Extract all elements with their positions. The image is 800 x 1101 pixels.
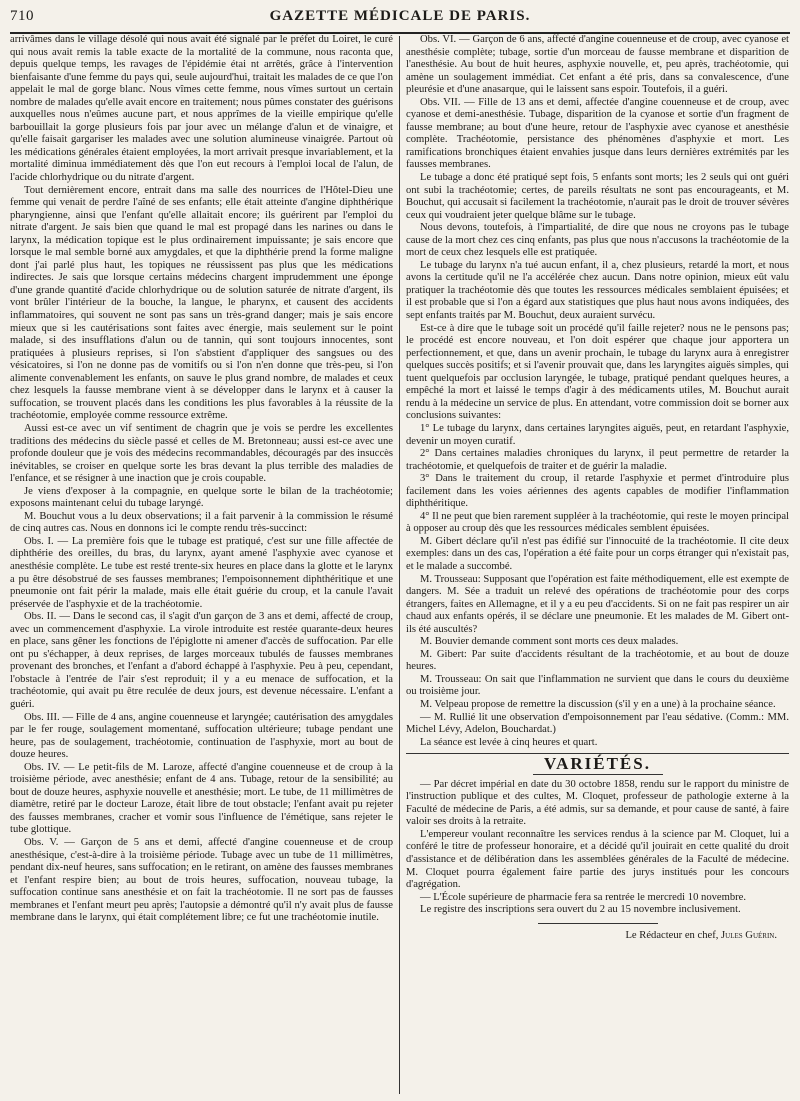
discussion-paragraph: M. Gibert: Par suite d'accidents résultant de la trachéotomie, et au bout de douze heures. — [406, 648, 789, 673]
varietes-paragraph: — Par décret impérial en date du 30 octobre 1858, rendu sur le rapport du ministre de l'instruction publique et des cultes, M. Cloquet, professeur de pathologie externe à la Faculté de médecine de Paris, a été admis, sur sa demande, et pour cause de santé, à faire valoir ses droits à la retraite. — [406, 778, 789, 828]
paragraph: Aussi est-ce avec un vif sentiment de chagrin que je vois se perdre les excellentes traditions des médecins du siècle passé et celles de M. Bretonneau; aussi est-ce avec une profonde douleur que je vois des médecins recommandables, découragés par des insuccès inévitables, se croiser en quelque sorte les bras devant la plus terrible des maladies de l'enfance, et se résigner à une inaction que je crois coupable. — [10, 422, 393, 485]
varietes-paragraph: — L'École supérieure de pharmacie fera sa rentrée le mercredi 10 novembre. — [420, 891, 747, 903]
paragraph: Je viens d'exposer à la compagnie, en quelque sorte le bilan de la trachéotomie; exposons maintenant celui du tubage laryngé. — [10, 485, 393, 510]
observation-4: Obs. IV. — Le petit-fils de M. Laroze, affecté d'angine couenneuse et de croup à la troisième période, avec anesthésie; enfant de 4 ans. Tubage, retour de la sensibilité; au bout de douze heures, asphyxie nouvelle et anesthésie; mort. Le tube, de 11 millimètres de diamètre, retiré par le docteur Laroze, était libre de tout obstacle; l'enfant avait pu rejeter des fausses membranes, cracher et vomir sous l'influence de l'émétique, sans rejeter le tube glottique. — [10, 761, 393, 836]
paragraph: Le tubage du larynx n'a tué aucun enfant, il a, chez plusieurs, retardé la mort, et nous avons la certitude qu'il ne l'a accélérée chez aucun. Dans notre opinion, mieux eût valu pratiquer la trachéotomie dès que toutes les ressources médicales semblaient épuisées; et il est probable que si l'on a égard aux statistiques que plus haut nous avons indiquées, des sept enfants traités par M. Bouchut, deux auraient survécu. — [406, 259, 789, 322]
observation-7: Obs. VII. — Fille de 13 ans et demi, affectée d'angine couenneuse et de croup, avec cyanose et demi-anesthésie. Tubage, disparition de la cyanose et sortie d'un fragment de fausse membrane; au bout d'une heure, retour de l'asphyxie avec cyanose et anesthésie complète. Trachéotomie, persistance des phénomènes d'asphyxie et mort. Les ramifications bronchiques étaient envahies jusque dans leurs dernières extrémités par les fausses membranes. — [406, 96, 789, 171]
conclusion-item: 4° Il ne peut que bien rarement suppléer à la trachéotomie, qui reste le moyen principal à opposer au croup dès que les ressources médicales semblent épuisées. — [406, 510, 789, 535]
page-header — [10, 8, 790, 30]
paragraph: Est-ce à dire que le tubage soit un procédé qu'il faille rejeter? nous ne le pensons pas; le procédé est encore nouveau, et l'on doit espérer que chaque jour apportera un perfectionnement, et que, dans un avenir prochain, le tubage du larynx aura à enregistrer quelques succès positifs; et si l'avenir prouvait que, dans les laryngites aiguës simples, qui tuent quelquefois par occlusion laryngée, le tubage, pratiqué pendant quelques heures, a empêché la mort et laissé le temps d'agir à des médicaments utiles, M. Bouchut aurait rendu à la médecine un service de plus. En attendant, votre commission doit se borner aux conclusions suivantes: — [406, 322, 789, 422]
page-number: 710 — [10, 8, 34, 24]
observation-3: Obs. III. — Fille de 4 ans, angine couenneuse et laryngée; cautérisation des amygdales par le fer rouge, soulagement momentané, suffocation ultérieure; tubage pendant une heure, pas de soulagement, trachéotomie, continuation de l'asphyxie, mort au bout de douze heures. — [10, 711, 393, 761]
editor-signature — [406, 930, 789, 943]
discussion-paragraph: M. Gibert déclare qu'il n'est pas édifié sur l'innocuité de la trachéotomie. Il cite deux exemples: dans un des cas, l'opération a été faite pour un corps étranger qui n'existait pas, et le malade a succombé. — [406, 535, 789, 572]
discussion-paragraph: M. Trousseau: Supposant que l'opération est faite méthodiquement, elle est exempte de dangers. M. Sée a traduit un relevé des opérations de trachéotomie pour des corps étrangers, faites en Allemagne, et il y a eu peu d'accidents. Si on ne fait pas respirer un air chaud aux enfants opérés, il se déclare une pneumonie. Et les malades de M. Gibert ont-ils été auscultés? — [406, 573, 789, 635]
session-close: La séance est levée à cinq heures et quart. — [420, 736, 598, 748]
conclusion-item: 2° Dans certaines maladies chroniques du larynx, il peut permettre de retarder la trachéotomie, et quelquefois de traiter et de guérir la maladie. — [406, 448, 789, 472]
varietes-paragraph: L'empereur voulant reconnaître les services rendus à la science par M. Cloquet, lui a conféré le titre de professeur honoraire, et a décidé qu'il jouirait en cette qualité du droit d'assistance et de délibération dans les assemblées générales de la Faculté de médecine. M. Cloquet pourra également faire partie des jurys institués pour les concours d'agrégation. — [406, 828, 789, 891]
heading-rule — [533, 774, 663, 775]
observation-5: Obs. V. — Garçon de 5 ans et demi, affecté d'angine couenneuse et de croup anesthésique, c'est-à-dire à la troisième période. Tubage avec un tube de 11 millimètres, pendant dix-neuf heures, sans suffocation; en le retirant, on amène des fausses membranes et l'enfant respire bien; au bout de trois heures, suffocation, nouveau tubage, la suffocation continue sans anesthésie et on fait la trachéotomie. Il ne sort pas de fausses membranes et l'enfant meurt peu après; l'autopsie a démontré qu'il n'y avait plus de fausse membrane dans le larynx, qui était complétement libre; ce fut une trachéotomie inutile. — [10, 837, 393, 924]
two-column-body — [10, 34, 790, 1094]
paragraph: Le tubage a donc été pratiqué sept fois, 5 enfants sont morts; les 2 seuls qui ont guéri ont subi la trachéotomie; certes, de pareils résultats ne sont pas encourageants, et M. Bouchut, qui accusait si facilement la trachéotomie, n'aurait pas le droit de trouver sévères ceux qui voudraient jeter quelque blâme sur le tubage. — [406, 172, 789, 221]
observation-1: Obs. I. — La première fois que le tubage est pratiqué, c'est sur une fille affectée de diphthérie des oreilles, du bras, du larynx, ayant amené l'asphyxie avec cyanose et anesthésie complète. Le tube est resté trente-six heures en place dans la glotte et le larynx a pu être désobstrué de ses fausses membranes; l'empoisonnement diphthéritique et une pneumonie ont fait périr la malade, mais elle était guérie du croup, et la canule l'avait préservée de l'asphyxie et de la trachéotomie. — [10, 535, 393, 610]
varietes-paragraph: Le registre des inscriptions sera ouvert du 2 au 15 novembre inclusivement. — [420, 904, 741, 916]
discussion-paragraph: M. Trousseau: On sait que l'inflammation ne survient que dans le cours du deuxième ou troisième jour. — [406, 673, 789, 698]
journal-title: GAZETTE MÉDICALE DE PARIS. — [269, 8, 531, 24]
discussion-paragraph: — M. Rullié lit une observation d'empoisonnement par l'eau sédative. (Comm.: MM. Michel Lévy, Adelon, Bouchardat.) — [406, 711, 789, 736]
left-column — [10, 34, 399, 1094]
paragraph: Tout dernièrement encore, entrait dans ma salle des nourrices de l'Hôtel-Dieu une femme qui venait de perdre l'aîné de ses enfants; elle était atteinte d'angine diphthérique pharyngienne, ainsi que l'enfant qu'elle allaitait encore; ils guérirent par l'emploi du nitrate d'argent. Je sais bien que quand le mal est propagé dans les narines ou dans le larynx, la médication topique est le plus ordinairement impuissante; je sais encore que lorsque le mal semble borné aux amygdales, et que la diphthérie prend la forme maligne dont j'ai parlé plus haut, les topiques ne réussissent pas plus que les médications indirectes. Je sais que lorsque certains médecins chargent imprudemment une éponge d'une grande quantité d'acide chlorhydrique ou de solution saturée de nitrate d'argent, ils vont brûler l'intérieur de la bouche, la langue, le pharynx, et causent des accidents inflammatoires, qui souvent ne sont pas sans un très-grand danger; mais je sais encore mieux que si les cautérisations sont faites avec énergie, mais seulement sur le point malade, si des insufflations d'alun ou de tannin, qui sont toujours innocentes, sont pratiquées à plusieurs reprises, si l'on s'abstient d'appliquer des sangsues ou des vésicatoires, si l'on ne donne pas de vomitifs ou si l'on n'en donne que très-peu, si l'on alimente convenablement les enfants, on sauve le plus grand nombre, de malades et ceux chez lesquels la fausse membrane vient à se développer dans le larynx et à causer la suffocation, se trouvent placés dans les conditions les plus favorables à la réussite de la trachéotomie, employée comme ressource extrême. — [10, 184, 393, 422]
observation-6: Obs. VI. — Garçon de 6 ans, affecté d'angine couenneuse et de croup, avec cyanose et anesthésie complète; tubage, sortie d'un morceau de fausse membrane et disparition de l'anesthésie. Au bout de huit heures, asphyxie nouvelle, et, peu après, trachéotomie, qui amène un soulagement immédiat. Cet enfant a été pris, dans sa convalescence, d'une pleurésie et d'une anasarque, qui le laissent sans espoir. Toutefois, il a guéri. — [406, 34, 789, 96]
paragraph: arrivâmes dans le village désolé qui nous avait été signalé par le préfet du Loiret, le curé qui nous avait remis la table exacte de la mortalité de la commune, nous raconta que, depuis quelque temps, les ravages de l'épidémie étai nt arrêtés, grâce à l'intervention bienfaisante d'une femme du pays qui, seule aujourd'hui, traitait les malades de ce que l'on appelait le mal de gorge blanc. Nous vîmes cette femme, nous vîmes surtout un certain nombre de malades qu'elle avait encore en traitement; nous pûmes constater des guérisons auxquelles nous n'eûmes aucune part, et nous apprîmes de la vieille empirique qu'elle barbouillait la gorge plusieurs fois par jour avec un mélange d'alun et de vinaigre, et qu'elle faisait gargariser les malades avec une solution alumineuse vinaigrée. Partout où les médications générales étaient employées, la mort arrivait presque invariablement, et la mortalité diminua immédiatement dès que l'on eut recours à l'emploi local de l'alun, de l'acide chlorhydrique ou du nitrate d'argent. — [10, 34, 393, 184]
discussion-paragraph: M. Velpeau propose de remettre la discussion (s'il y en a une) à la prochaine séance. — [420, 698, 776, 710]
conclusion-item: 1° Le tubage du larynx, dans certaines laryngites aiguës, peut, en retardant l'asphyxie, devenir un moyen curatif. — [406, 422, 789, 447]
observation-2: Obs. II. — Dans le second cas, il s'agit d'un garçon de 3 ans et demi, affecté de croup, avec un commencement d'asphyxie. La virole introduite est restée quarante-deux heures en place, sans gêner les fonctions de l'épiglotte ni amener d'accès de suffocation. Par elle ont pu s'échapper, à deux reprises, de larges morceaux tubulés de fausses membranes provenant des bronches, et l'enfant a d'abord échappé à l'asphyxie. Peu à peu, cependant, l'obstacle à l'entrée de l'air s'est reproduit; il y a eu menace de suffocation, et la trachéotomie, qui avait pu être reculée de deux jours, est devenue nécessaire. L'enfant a guéri. — [10, 611, 393, 710]
varietes-heading: VARIÉTÉS. — [544, 754, 651, 774]
editor-name: Jules Guérin. — [721, 929, 777, 941]
conclusions-list — [406, 423, 789, 536]
conclusion-item: 3° Dans le traitement du croup, il retarde l'asphyxie et permet d'introduire plus facilement dans les voies aériennes des agents capables de modifier l'inflammation diphthéritique. — [406, 473, 789, 510]
right-column — [400, 34, 789, 1094]
signature-prefix: Le Rédacteur en chef, — [625, 929, 719, 941]
paragraph: Nous devons, toutefois, à l'impartialité, de dire que nous ne croyons pas le tubage cause de la mort chez ces cinq enfants, pas plus que nous n'accusons la trachéotomie de la mort de ceux chez lesquels elle est pratiquée. — [406, 222, 789, 259]
closing-rule — [538, 923, 658, 924]
paragraph: M. Bouchut vous a lu deux observations; il a fait parvenir à la commission le résumé de cinq autres cas. Nous en donnons ici le compte rendu très-succinct: — [10, 510, 393, 535]
discussion-paragraph: M. Bouvier demande comment sont morts ces deux malades. — [420, 636, 679, 648]
